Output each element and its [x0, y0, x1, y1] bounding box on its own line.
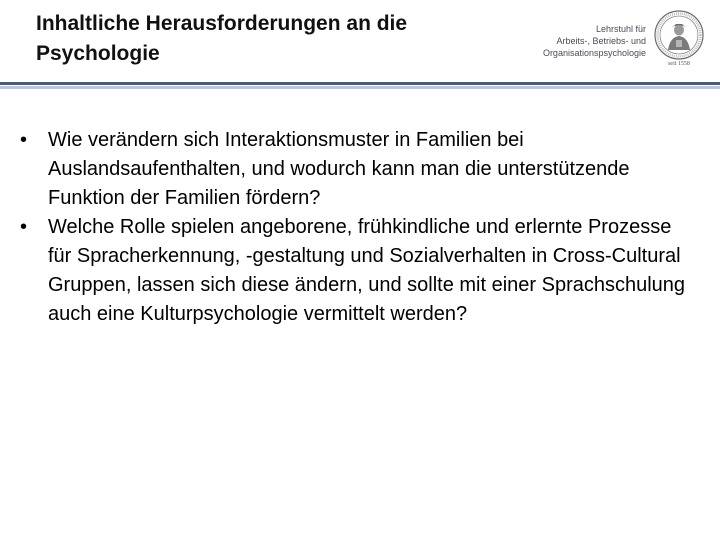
bullet-list	[20, 126, 690, 329]
bullet-item	[20, 213, 690, 329]
chair-logo-text	[520, 23, 646, 59]
bullet-item	[20, 126, 690, 213]
slide-title	[36, 9, 516, 69]
logo-line-2: Arbeits-, Betriebs- und	[556, 36, 646, 46]
bullet-text: Wie verändern sich Interaktionsmuster in Familien bei Auslandsaufenthalten, und wodurch kann man die unterstützende Funktion der Familien fördern?	[48, 129, 630, 209]
header-rule-light	[0, 86, 720, 89]
title-line-1: Inhaltliche Herausforderungen an die	[36, 12, 408, 35]
logo-line-1: Lehrstuhl für	[595, 24, 646, 34]
bullet-text: Welche Rolle spielen angeborene, frühkindliche und erlernte Prozesse für Spracherkennung, -gestaltung und Sozialverhalten in Cross-Cultural Gruppen, lassen sich diese ändern, und sollte mit einer Sprachschulung auch eine Kulturpsychologie vermittelt werden?	[48, 216, 686, 325]
title-line-2: Psychologie	[36, 42, 160, 65]
bullet-marker: •	[20, 129, 28, 151]
logo-line-3: Organisationspsychologie	[542, 48, 646, 58]
seal-year-label: seit 1558	[668, 61, 690, 67]
header-rule-dark	[0, 82, 720, 85]
university-seal-icon	[654, 10, 704, 60]
bullet-marker: •	[20, 216, 28, 238]
